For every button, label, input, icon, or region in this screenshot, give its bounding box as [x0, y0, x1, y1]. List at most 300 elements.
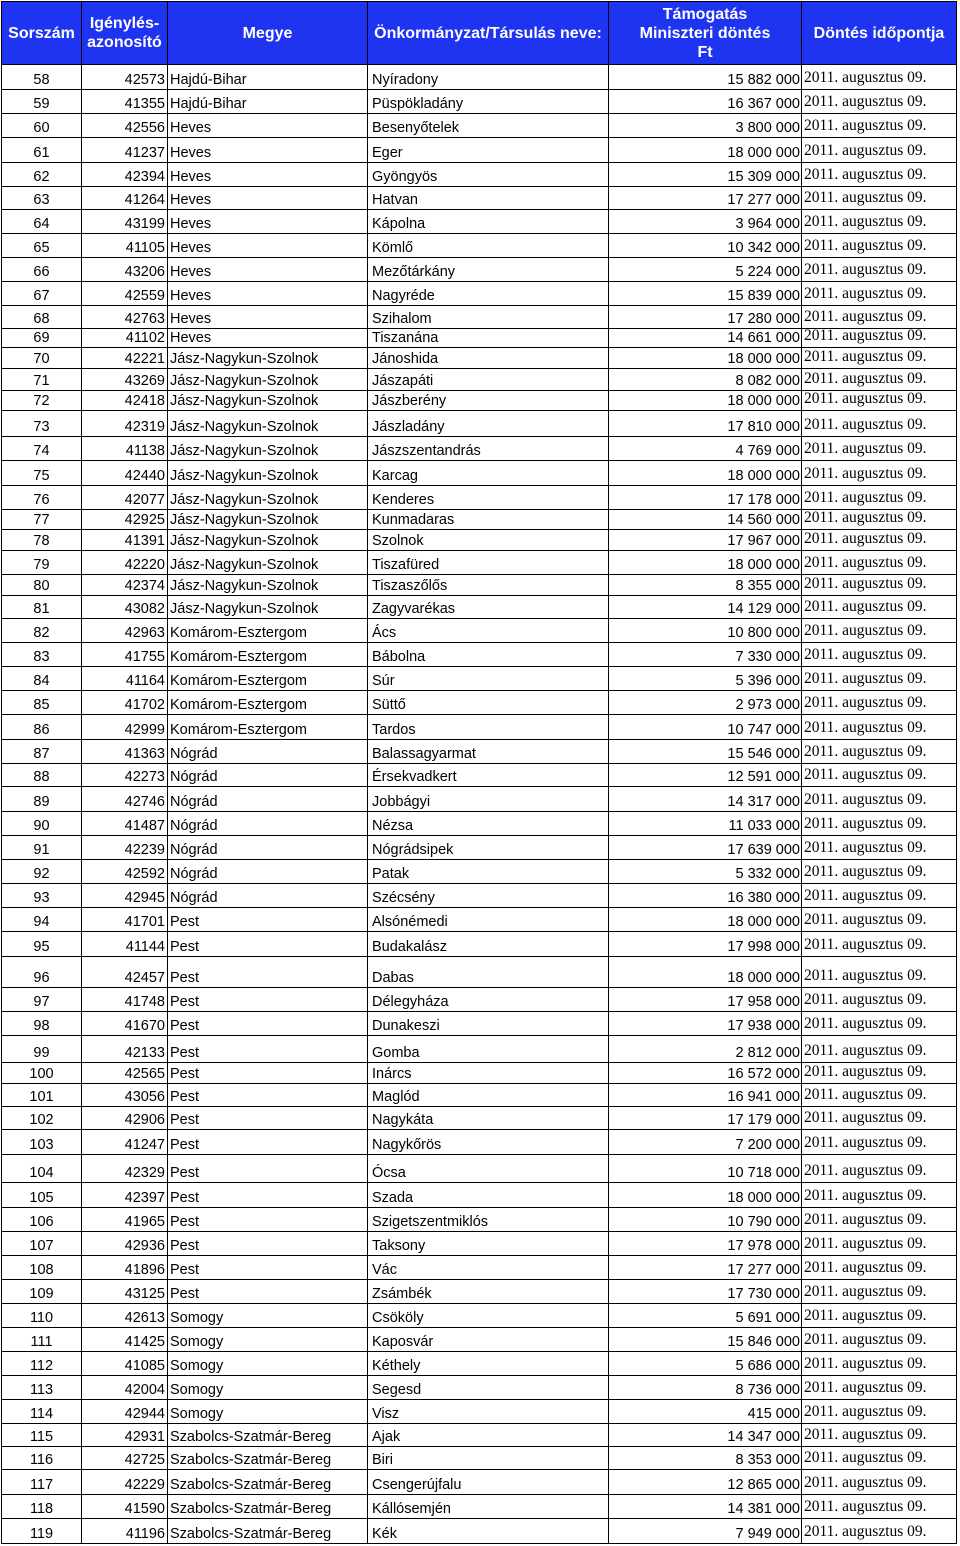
county: Jász-Nagykun-Szolnok: [170, 373, 319, 389]
request-id: 43082: [124, 601, 165, 617]
decision-date: 2011. augusztus 09.: [804, 261, 927, 278]
decision-date: 2011. augusztus 09.: [804, 489, 927, 506]
row-number: 69: [33, 330, 50, 346]
county: Pest: [170, 1286, 200, 1302]
grant-amount-cell: [609, 210, 802, 234]
table-row: [2, 1036, 957, 1063]
table-row: [2, 1012, 957, 1036]
grant-amount: 18 000 000: [727, 914, 800, 930]
decision-date: 2011. augusztus 09.: [804, 93, 927, 110]
table-row: [2, 1063, 957, 1084]
decision-date-cell: [802, 1352, 957, 1376]
county-cell: [168, 1328, 368, 1352]
county: Pest: [170, 939, 200, 955]
county-cell: [168, 1155, 368, 1183]
municipality-name: Karcag: [372, 468, 418, 484]
row-number-cell: [2, 65, 82, 90]
request-id: 42936: [124, 1238, 165, 1254]
request-id: 41102: [125, 330, 165, 346]
grant-amount: 12 591 000: [727, 769, 800, 785]
request-id: 42613: [124, 1310, 165, 1326]
grant-amount: 5 224 000: [735, 264, 800, 280]
decision-date-cell: [802, 1012, 957, 1036]
row-number-cell: [2, 306, 82, 329]
request-id: 41701: [124, 914, 165, 930]
request-id: 42397: [124, 1190, 165, 1206]
row-number-cell: [2, 667, 82, 691]
request-id: 41164: [125, 673, 165, 689]
header-onkormanyzat: Önkormányzat/Társulás neve:: [368, 2, 609, 65]
table-row: [2, 1400, 957, 1424]
grant-amount-cell: [609, 860, 802, 884]
grant-amount: 10 800 000: [727, 625, 800, 641]
row-number-cell: [2, 812, 82, 836]
row-number-cell: [2, 437, 82, 461]
municipality-name: Tiszanána: [372, 330, 439, 346]
grant-amount: 17 998 000: [727, 939, 800, 955]
municipality-name: Nagyréde: [372, 288, 435, 304]
county-cell: [168, 411, 368, 437]
grant-amount-cell: [609, 391, 802, 411]
grant-amount-cell: [609, 740, 802, 764]
municipality-name: Zsámbék: [372, 1286, 432, 1302]
row-number: 66: [33, 264, 50, 280]
county-cell: [168, 575, 368, 596]
table-row: [2, 234, 957, 258]
grant-amount: 18 000 000: [727, 970, 800, 986]
municipality-name-cell: [368, 715, 609, 740]
decision-date: 2011. augusztus 09.: [804, 1523, 927, 1540]
county-cell: [168, 1183, 368, 1208]
table-row: [2, 1107, 957, 1130]
row-number-cell: [2, 575, 82, 596]
decision-date: 2011. augusztus 09.: [804, 1259, 927, 1276]
municipality-name: Visz: [372, 1406, 400, 1422]
header-tamogatas: Támogatás Miniszteri döntés Ft: [609, 2, 802, 65]
request-id: 42763: [124, 311, 165, 327]
request-id-cell: [82, 1400, 168, 1424]
grant-amount-cell: [609, 932, 802, 957]
county-cell: [168, 596, 368, 619]
request-id-cell: [82, 210, 168, 234]
request-id-cell: [82, 908, 168, 932]
header-dontes-idopontja: Döntés időpontja: [802, 2, 957, 65]
decision-date: 2011. augusztus 09.: [804, 1162, 927, 1179]
request-id: 41237: [124, 145, 165, 161]
request-id: 42394: [124, 169, 165, 185]
request-id-cell: [82, 329, 168, 348]
municipality-name-cell: [368, 860, 609, 884]
municipality-name: Kápolna: [372, 216, 426, 232]
request-id: 42329: [124, 1165, 165, 1181]
request-id: 42725: [124, 1452, 165, 1468]
grant-amount: 16 367 000: [727, 96, 800, 112]
municipality-name: Súr: [372, 673, 395, 689]
request-id-cell: [82, 306, 168, 329]
grant-amount-cell: [609, 1208, 802, 1232]
request-id: 42319: [124, 419, 165, 435]
grant-amount: 17 810 000: [727, 419, 800, 435]
row-number-cell: [2, 1352, 82, 1376]
grant-amount: 415 000: [747, 1406, 800, 1422]
request-id: 42239: [124, 842, 165, 858]
county: Pest: [170, 914, 200, 930]
row-number-cell: [2, 90, 82, 114]
decision-date-cell: [802, 187, 957, 210]
decision-date-cell: [802, 486, 957, 510]
municipality-name: Tiszafüred: [372, 557, 440, 573]
table-row: [2, 1208, 957, 1232]
decision-date: 2011. augusztus 09.: [804, 166, 927, 183]
row-number: 106: [29, 1214, 54, 1230]
municipality-name-cell: [368, 1424, 609, 1447]
request-id-cell: [82, 1424, 168, 1447]
request-id: 41391: [124, 533, 165, 549]
county-cell: [168, 163, 368, 187]
grant-amount-cell: [609, 643, 802, 667]
municipality-name: Csengerújfalu: [372, 1477, 462, 1493]
grant-amount-cell: [609, 348, 802, 369]
county: Pest: [170, 1190, 200, 1206]
municipality-name-cell: [368, 1063, 609, 1084]
county: Nógrád: [170, 866, 218, 882]
request-id-cell: [82, 282, 168, 306]
table-row: [2, 715, 957, 740]
grant-amount: 17 639 000: [727, 842, 800, 858]
grant-amount: 10 747 000: [727, 722, 800, 738]
grant-amount: 18 000 000: [727, 1190, 800, 1206]
decision-date-cell: [802, 619, 957, 643]
county: Komárom-Esztergom: [170, 722, 307, 738]
municipality-name-cell: [368, 114, 609, 138]
grant-amount-cell: [609, 667, 802, 691]
row-number-cell: [2, 1328, 82, 1352]
decision-date-cell: [802, 787, 957, 812]
municipality-name-cell: [368, 437, 609, 461]
grant-amount-cell: [609, 1036, 802, 1063]
municipality-name: Nógrádsipek: [372, 842, 454, 858]
municipality-name: Nagykáta: [372, 1112, 434, 1128]
municipality-name-cell: [368, 411, 609, 437]
decision-date: 2011. augusztus 09.: [804, 69, 927, 86]
county: Jász-Nagykun-Szolnok: [170, 419, 319, 435]
decision-date-cell: [802, 369, 957, 391]
decision-date: 2011. augusztus 09.: [804, 575, 927, 592]
row-number-cell: [2, 461, 82, 486]
decision-date: 2011. augusztus 09.: [804, 991, 927, 1008]
grant-amount: 14 347 000: [727, 1429, 800, 1445]
grant-amount: 4 769 000: [735, 443, 800, 459]
municipality-name: Nagykőrös: [372, 1137, 442, 1153]
county-cell: [168, 90, 368, 114]
row-number-cell: [2, 1208, 82, 1232]
county: Heves: [170, 311, 212, 327]
request-id-cell: [82, 787, 168, 812]
decision-date: 2011. augusztus 09.: [804, 189, 927, 206]
grant-amount: 15 309 000: [727, 169, 800, 185]
municipality-name-cell: [368, 1400, 609, 1424]
grant-amount: 17 280 000: [727, 311, 800, 327]
municipality-name: Balassagyarmat: [372, 746, 476, 762]
row-number-cell: [2, 691, 82, 715]
county-cell: [168, 329, 368, 348]
grant-amount: 10 342 000: [727, 240, 800, 256]
county-cell: [168, 715, 368, 740]
request-id-cell: [82, 486, 168, 510]
row-number-cell: [2, 764, 82, 787]
municipality-name-cell: [368, 1328, 609, 1352]
grant-amount: 14 560 000: [727, 512, 800, 528]
decision-date: 2011. augusztus 09.: [804, 554, 927, 571]
municipality-name-cell: [368, 187, 609, 210]
grant-amount-cell: [609, 90, 802, 114]
decision-date-cell: [802, 643, 957, 667]
table-row: [2, 812, 957, 836]
decision-date-cell: [802, 957, 957, 988]
decision-date: 2011. augusztus 09.: [804, 1015, 927, 1032]
row-number-cell: [2, 187, 82, 210]
county: Pest: [170, 1262, 200, 1278]
grant-amount-cell: [609, 138, 802, 163]
decision-date-cell: [802, 860, 957, 884]
grant-amount: 18 000 000: [727, 145, 800, 161]
municipality-name: Süttő: [372, 697, 406, 713]
decision-date-cell: [802, 1130, 957, 1155]
request-id-cell: [82, 234, 168, 258]
request-id: 42077: [124, 492, 165, 508]
grant-amount-cell: [609, 114, 802, 138]
row-number-cell: [2, 988, 82, 1012]
county: Pest: [170, 1214, 200, 1230]
grant-amount: 8 355 000: [735, 578, 800, 594]
request-id: 41138: [125, 443, 165, 459]
table-row: [2, 691, 957, 715]
county-cell: [168, 932, 368, 957]
municipality-name: Zagyvarékas: [372, 601, 456, 617]
decision-date-cell: [802, 391, 957, 411]
county: Jász-Nagykun-Szolnok: [170, 533, 319, 549]
table-row: [2, 510, 957, 530]
decision-date-cell: [802, 1155, 957, 1183]
request-id: 41264: [124, 192, 165, 208]
request-id-cell: [82, 643, 168, 667]
grant-amount: 7 949 000: [735, 1526, 800, 1542]
row-number: 72: [33, 393, 50, 409]
county: Hajdú-Bihar: [170, 96, 247, 112]
table-body: [2, 65, 957, 1544]
municipality-name: Budakalász: [372, 939, 447, 955]
county: Nógrád: [170, 818, 218, 834]
county: Szabolcs-Szatmár-Bereg: [170, 1477, 332, 1493]
grant-amount: 12 865 000: [727, 1477, 800, 1493]
request-id-cell: [82, 163, 168, 187]
county-cell: [168, 65, 368, 90]
county-cell: [168, 643, 368, 667]
municipality-name: Jászberény: [372, 393, 447, 409]
row-number-cell: [2, 1424, 82, 1447]
municipality-name-cell: [368, 461, 609, 486]
county-cell: [168, 812, 368, 836]
request-id: 41748: [124, 994, 165, 1010]
decision-date-cell: [802, 437, 957, 461]
county-cell: [168, 1130, 368, 1155]
municipality-name-cell: [368, 1155, 609, 1183]
row-number: 94: [33, 914, 50, 930]
grant-amount-cell: [609, 510, 802, 530]
decision-date: 2011. augusztus 09.: [804, 815, 927, 832]
grant-amount: 3 964 000: [735, 216, 800, 232]
municipality-name: Kömlő: [372, 240, 414, 256]
municipality-name-cell: [368, 1012, 609, 1036]
county-cell: [168, 187, 368, 210]
grant-amount: 17 938 000: [727, 1018, 800, 1034]
header-row: [2, 2, 957, 65]
municipality-name-cell: [368, 90, 609, 114]
grant-amount-cell: [609, 957, 802, 988]
row-number-cell: [2, 1495, 82, 1519]
grant-amount: 17 978 000: [727, 1238, 800, 1254]
row-number: 105: [29, 1190, 54, 1206]
row-number-cell: [2, 282, 82, 306]
grant-amount: 10 790 000: [727, 1214, 800, 1230]
county-cell: [168, 1012, 368, 1036]
county: Pest: [170, 970, 200, 986]
row-number: 82: [33, 625, 50, 641]
decision-date-cell: [802, 764, 957, 787]
municipality-name: Biri: [372, 1452, 393, 1468]
municipality-name: Szigetszentmiklós: [372, 1214, 489, 1230]
municipality-name: Maglód: [372, 1089, 420, 1105]
row-number: 85: [33, 697, 50, 713]
table-row: [2, 163, 957, 187]
county: Nógrád: [170, 890, 218, 906]
municipality-name: Püspökladány: [372, 96, 464, 112]
grant-amount-cell: [609, 812, 802, 836]
municipality-name: Jászladány: [372, 419, 445, 435]
table-row: [2, 329, 957, 348]
decision-date: 2011. augusztus 09.: [804, 1042, 927, 1059]
grant-amount-cell: [609, 1256, 802, 1280]
grant-amount: 14 661 000: [727, 330, 800, 346]
request-id-cell: [82, 740, 168, 764]
request-id-cell: [82, 437, 168, 461]
decision-date-cell: [802, 812, 957, 836]
decision-date: 2011. augusztus 09.: [804, 839, 927, 856]
row-number-cell: [2, 932, 82, 957]
header-sorszam: Sorszám: [2, 2, 82, 65]
request-id-cell: [82, 391, 168, 411]
county-cell: [168, 1495, 368, 1519]
grant-amount: 7 200 000: [735, 1137, 800, 1153]
request-id-cell: [82, 530, 168, 551]
table-row: [2, 667, 957, 691]
row-number: 103: [29, 1137, 54, 1153]
row-number: 110: [29, 1310, 54, 1326]
county: Pest: [170, 994, 200, 1010]
table-row: [2, 461, 957, 486]
request-id-cell: [82, 187, 168, 210]
decision-date: 2011. augusztus 09.: [804, 328, 927, 344]
grant-amount-cell: [609, 596, 802, 619]
row-number: 104: [29, 1165, 54, 1181]
municipality-name-cell: [368, 836, 609, 860]
grant-amount: 18 000 000: [727, 557, 800, 573]
row-number: 107: [29, 1238, 54, 1254]
decision-date-cell: [802, 210, 957, 234]
request-id: 41196: [125, 1526, 165, 1542]
table-row: [2, 1376, 957, 1400]
row-number: 98: [33, 1018, 50, 1034]
decision-date: 2011. augusztus 09.: [804, 646, 927, 663]
grant-amount: 18 000 000: [727, 351, 800, 367]
county: Heves: [170, 216, 212, 232]
row-number-cell: [2, 551, 82, 575]
row-number-cell: [2, 510, 82, 530]
table-row: [2, 1130, 957, 1155]
county: Pest: [170, 1238, 200, 1254]
county-cell: [168, 1400, 368, 1424]
request-id-cell: [82, 932, 168, 957]
row-number: 95: [33, 939, 50, 955]
row-number-cell: [2, 1012, 82, 1036]
row-number: 117: [29, 1477, 54, 1493]
county-cell: [168, 1280, 368, 1304]
decision-date-cell: [802, 90, 957, 114]
request-id: 42746: [124, 794, 165, 810]
municipality-name-cell: [368, 510, 609, 530]
municipality-name-cell: [368, 530, 609, 551]
row-number-cell: [2, 1400, 82, 1424]
row-number: 71: [33, 373, 50, 389]
row-number-cell: [2, 1376, 82, 1400]
decision-date: 2011. augusztus 09.: [804, 1449, 927, 1466]
municipality-name: Besenyőtelek: [372, 120, 460, 136]
request-id: 42592: [124, 866, 165, 882]
request-id-cell: [82, 860, 168, 884]
decision-date: 2011. augusztus 09.: [804, 1187, 927, 1204]
decision-date: 2011. augusztus 09.: [804, 1134, 927, 1151]
county-cell: [168, 860, 368, 884]
municipality-name: Kaposvár: [372, 1334, 434, 1350]
grant-amount-cell: [609, 411, 802, 437]
municipality-name-cell: [368, 619, 609, 643]
decision-date: 2011. augusztus 09.: [804, 911, 927, 928]
county: Heves: [170, 120, 212, 136]
decision-date-cell: [802, 1084, 957, 1107]
municipality-name: Jászapáti: [372, 373, 434, 389]
county-cell: [168, 210, 368, 234]
decision-date-cell: [802, 691, 957, 715]
county: Hajdú-Bihar: [170, 72, 247, 88]
municipality-name-cell: [368, 258, 609, 282]
row-number: 90: [33, 818, 50, 834]
grant-amount: 5 396 000: [735, 673, 800, 689]
decision-date: 2011. augusztus 09.: [804, 1211, 927, 1228]
county: Heves: [170, 288, 212, 304]
row-number-cell: [2, 1063, 82, 1084]
municipality-name-cell: [368, 1232, 609, 1256]
request-id: 43206: [124, 264, 165, 280]
request-id-cell: [82, 461, 168, 486]
row-number-cell: [2, 1107, 82, 1130]
decision-date-cell: [802, 884, 957, 908]
grant-amount-cell: [609, 836, 802, 860]
decision-date-cell: [802, 1280, 957, 1304]
county-cell: [168, 138, 368, 163]
decision-date-cell: [802, 329, 957, 348]
request-id: 42273: [124, 769, 165, 785]
county: Pest: [170, 1137, 200, 1153]
